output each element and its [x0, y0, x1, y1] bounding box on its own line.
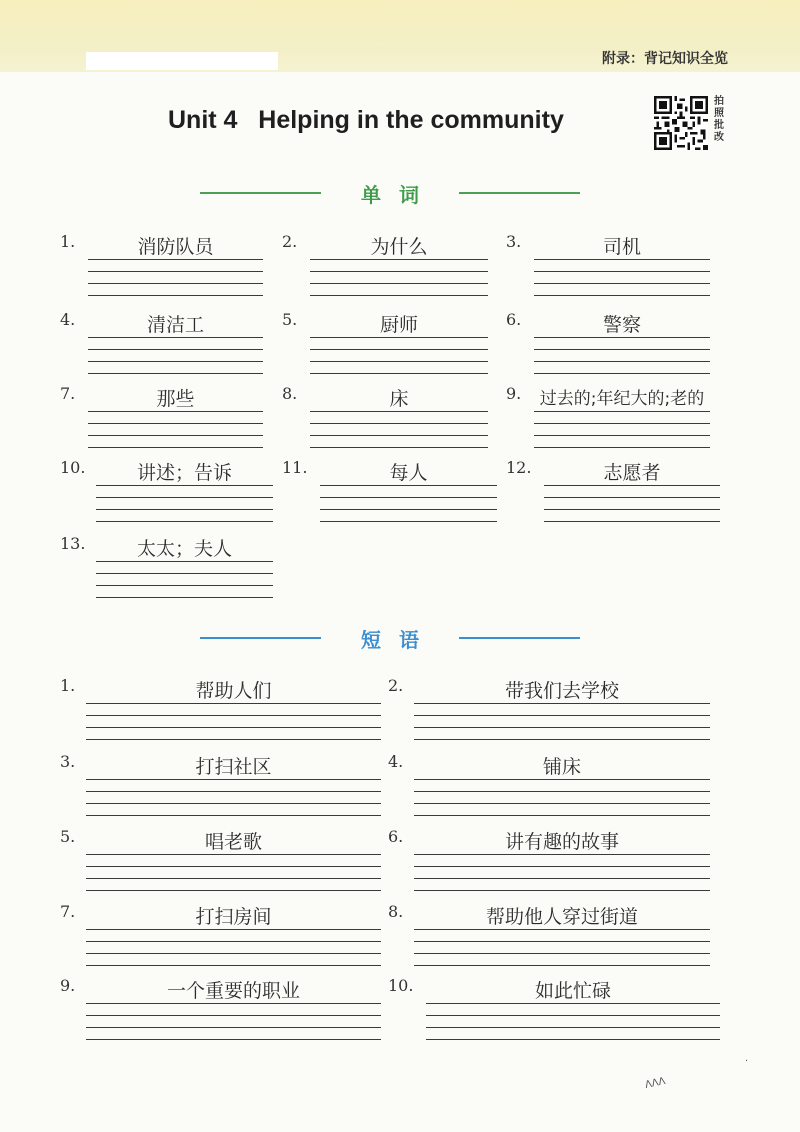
writing-line	[86, 715, 381, 716]
writing-line	[426, 1027, 720, 1028]
writing-line	[86, 1027, 381, 1028]
word-answer[interactable]: 志愿者	[603, 462, 661, 484]
page-speck: ·	[745, 1056, 749, 1067]
item-number: 3.	[60, 752, 76, 771]
writing-line	[86, 890, 381, 891]
word-answer[interactable]: 床	[389, 388, 409, 410]
writing-line	[96, 597, 273, 598]
writing-line	[88, 361, 263, 362]
item-number: 3.	[506, 232, 522, 251]
phrase-answer[interactable]: 帮助他人穿过街道	[485, 906, 638, 928]
writing-line	[414, 803, 710, 804]
writing-line	[96, 509, 273, 510]
writing-line	[88, 271, 263, 272]
phrases-section-title: 短语	[361, 627, 437, 652]
writing-line	[414, 854, 710, 855]
section-rule-left	[200, 192, 321, 194]
writing-line	[414, 929, 710, 930]
section-rule-right	[459, 637, 580, 639]
item-number: 6.	[388, 827, 404, 846]
writing-line	[88, 423, 263, 424]
writing-line	[534, 271, 710, 272]
writing-line	[544, 521, 720, 522]
writing-line	[86, 1015, 381, 1016]
item-number: 1.	[60, 676, 76, 695]
words-section-title: 单词	[361, 182, 437, 207]
writing-line	[320, 497, 497, 498]
writing-line	[96, 485, 273, 486]
item-number: 11.	[282, 458, 308, 477]
writing-line	[534, 447, 710, 448]
writing-line	[88, 337, 263, 338]
writing-line	[88, 283, 263, 284]
writing-line	[86, 727, 381, 728]
word-answer[interactable]: 太太；夫人	[136, 538, 232, 560]
item-number: 12.	[506, 458, 532, 477]
writing-line	[86, 791, 381, 792]
writing-line	[534, 259, 710, 260]
writing-line	[534, 411, 710, 412]
writing-line	[310, 349, 488, 350]
writing-line	[414, 727, 710, 728]
writing-line	[414, 965, 710, 966]
writing-line	[86, 854, 381, 855]
word-answer[interactable]: 讲述；告诉	[136, 462, 232, 484]
writing-line	[534, 435, 710, 436]
phrases-section-header	[200, 623, 580, 653]
item-number: 9.	[60, 976, 76, 995]
writing-line	[310, 337, 488, 338]
writing-line	[88, 295, 263, 296]
writing-line	[86, 866, 381, 867]
writing-line	[414, 953, 710, 954]
writing-line	[310, 271, 488, 272]
phrase-answer[interactable]: 讲有趣的故事	[504, 831, 619, 853]
item-number: 6.	[506, 310, 522, 329]
word-answer[interactable]: 厨师	[379, 314, 418, 336]
writing-line	[310, 373, 488, 374]
phrase-answer[interactable]: 铺床	[542, 756, 581, 778]
writing-line	[414, 715, 710, 716]
item-number: 5.	[282, 310, 298, 329]
page-mark: ᐱᐱᐱ	[644, 1075, 667, 1092]
qr-note-label: 拍照批改	[714, 96, 724, 143]
writing-line	[96, 585, 273, 586]
writing-line	[534, 423, 710, 424]
writing-line	[96, 497, 273, 498]
item-number: 7.	[60, 384, 76, 403]
item-number: 10.	[388, 976, 414, 995]
words-section-header	[200, 178, 580, 208]
item-number: 8.	[388, 902, 404, 921]
writing-line	[534, 337, 710, 338]
phrase-answer[interactable]: 如此忙碌	[534, 980, 611, 1002]
writing-line	[534, 373, 710, 374]
word-answer[interactable]: 为什么	[370, 236, 428, 258]
writing-line	[414, 941, 710, 942]
phrase-answer[interactable]: 唱老歌	[204, 831, 262, 853]
writing-line	[86, 941, 381, 942]
writing-line	[426, 1015, 720, 1016]
writing-line	[426, 1039, 720, 1040]
word-answer[interactable]: 消防队员	[137, 236, 214, 258]
writing-line	[534, 283, 710, 284]
word-answer[interactable]: 那些	[156, 388, 195, 410]
writing-line	[544, 485, 720, 486]
writing-line	[414, 866, 710, 867]
writing-line	[86, 965, 381, 966]
writing-line	[544, 509, 720, 510]
item-number: 4.	[388, 752, 404, 771]
writing-line	[96, 573, 273, 574]
writing-line	[426, 1003, 720, 1004]
writing-line	[534, 295, 710, 296]
item-number: 13.	[60, 534, 86, 553]
phrase-answer[interactable]: 打扫社区	[195, 756, 272, 778]
writing-line	[88, 447, 263, 448]
word-answer[interactable]: 每人	[389, 462, 428, 484]
page-title: Unit 4 Helping in the community	[168, 106, 564, 134]
writing-line	[310, 361, 488, 362]
writing-line	[96, 521, 273, 522]
phrase-answer[interactable]: 带我们去学校	[504, 680, 619, 702]
writing-line	[86, 929, 381, 930]
appendix-label: 附录：背记知识全览	[602, 51, 728, 67]
writing-line	[86, 815, 381, 816]
writing-line	[414, 739, 710, 740]
writing-line	[88, 349, 263, 350]
writing-line	[86, 1039, 381, 1040]
writing-line	[86, 739, 381, 740]
header-blank-strip	[86, 52, 278, 70]
writing-line	[320, 509, 497, 510]
writing-line	[534, 349, 710, 350]
qr-code-icon[interactable]	[654, 96, 708, 150]
writing-line	[96, 561, 273, 562]
phrase-answer[interactable]: 帮助人们	[195, 680, 272, 702]
writing-line	[414, 890, 710, 891]
writing-line	[88, 435, 263, 436]
phrase-answer[interactable]: 一个重要的职业	[166, 980, 300, 1002]
writing-line	[86, 878, 381, 879]
word-answer[interactable]: 清洁工	[146, 314, 204, 336]
writing-line	[310, 447, 488, 448]
writing-line	[310, 423, 488, 424]
writing-line	[414, 779, 710, 780]
section-rule-right	[459, 192, 580, 194]
writing-line	[414, 791, 710, 792]
section-rule-left	[200, 637, 321, 639]
writing-line	[320, 521, 497, 522]
writing-line	[310, 259, 488, 260]
item-number: 2.	[282, 232, 298, 251]
writing-line	[88, 373, 263, 374]
item-number: 2.	[388, 676, 404, 695]
item-number: 8.	[282, 384, 298, 403]
writing-line	[88, 411, 263, 412]
writing-line	[88, 259, 263, 260]
item-number: 4.	[60, 310, 76, 329]
writing-line	[544, 497, 720, 498]
writing-line	[310, 435, 488, 436]
word-answer[interactable]: 警察	[602, 314, 641, 336]
writing-line	[534, 361, 710, 362]
writing-line	[310, 411, 488, 412]
writing-line	[86, 803, 381, 804]
writing-line	[414, 703, 710, 704]
writing-line	[86, 779, 381, 780]
writing-line	[86, 953, 381, 954]
item-number: 7.	[60, 902, 76, 921]
word-answer[interactable]: 过去的;年纪大的;老的	[539, 389, 705, 409]
item-number: 10.	[60, 458, 86, 477]
writing-line	[86, 703, 381, 704]
word-answer[interactable]: 司机	[602, 236, 641, 258]
writing-line	[414, 815, 710, 816]
item-number: 9.	[506, 384, 522, 403]
writing-line	[310, 283, 488, 284]
writing-line	[320, 485, 497, 486]
phrase-answer[interactable]: 打扫房间	[195, 906, 272, 928]
writing-line	[86, 1003, 381, 1004]
writing-line	[310, 295, 488, 296]
item-number: 1.	[60, 232, 76, 251]
item-number: 5.	[60, 827, 76, 846]
writing-line	[414, 878, 710, 879]
